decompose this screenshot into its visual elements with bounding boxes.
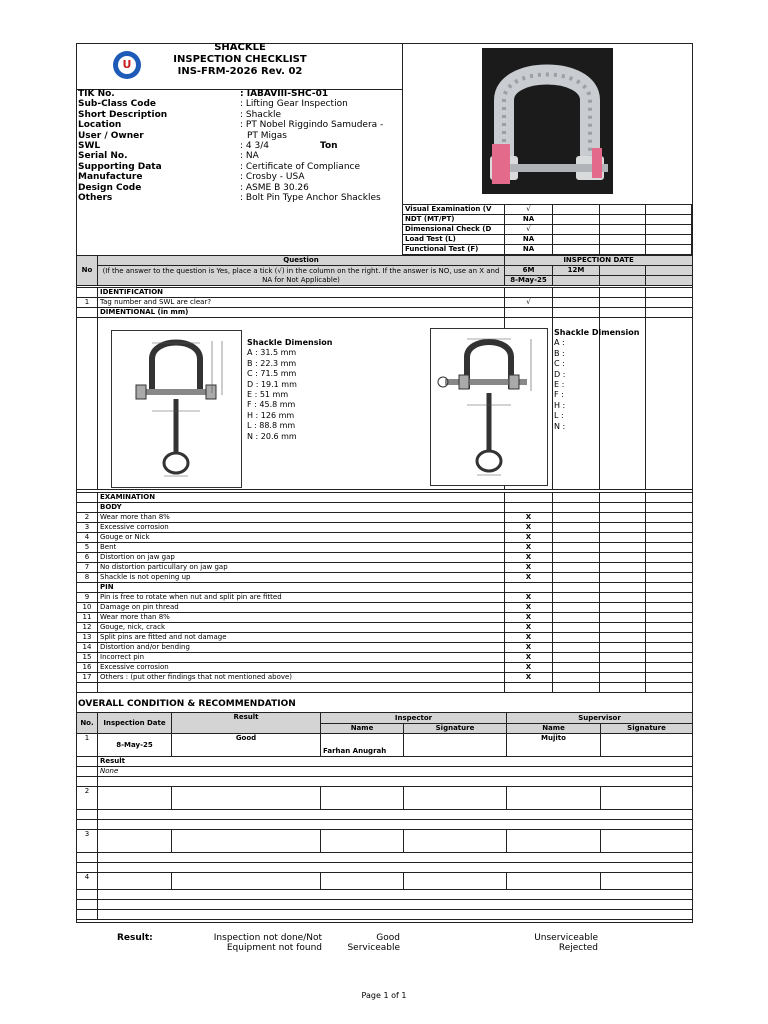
info-value: : Shackle <box>240 109 282 120</box>
item-text: Distortion on jaw gap <box>98 553 505 563</box>
info-value: : Certificate of Compliance <box>240 161 361 172</box>
item-text: Pin is free to rotate when nut and split pin are fitted <box>98 593 505 603</box>
item-no: 14 <box>77 643 98 653</box>
overall-row-no: 2 <box>77 787 98 810</box>
info-label: Others <box>78 193 113 204</box>
section-identification: IDENTIFICATION <box>98 288 505 298</box>
examination-table <box>76 492 693 693</box>
info-value: PT Migas <box>247 130 287 141</box>
dimension-list-left <box>247 338 332 442</box>
item-text: Incorrect pin <box>98 653 505 663</box>
section-body: BODY <box>98 503 505 513</box>
item-no: 7 <box>77 563 98 573</box>
item-no: 17 <box>77 673 98 683</box>
dimension-line: D : <box>554 369 566 379</box>
item-no: 4 <box>77 533 98 543</box>
item-text: Split pins are fitted and not damage <box>98 633 505 643</box>
result-value: None <box>98 767 693 777</box>
supervisor-name-header: Name <box>507 724 601 734</box>
item-no: 12 <box>77 623 98 633</box>
item-text: Excessive corrosion <box>98 523 505 533</box>
item-value: X <box>505 533 553 543</box>
supervisor-name: Mujito <box>507 734 601 757</box>
dimension-line: H : <box>554 400 566 410</box>
info-label: Design Code <box>78 182 142 193</box>
item-no: 6 <box>77 553 98 563</box>
info-value: : Bolt Pin Type Anchor Shackles <box>240 193 381 204</box>
item-value: X <box>505 613 553 623</box>
dimension-list-right <box>554 328 639 432</box>
item-no: 8 <box>77 573 98 583</box>
supervisor-header: Supervisor <box>507 713 693 724</box>
test-label: NDT (MT/PT) <box>403 215 505 225</box>
item-text: Wear more than 8% <box>98 613 505 623</box>
inspector-signature-header: Signature <box>404 724 507 734</box>
overall-title: OVERALL CONDITION & RECOMMENDATION <box>78 699 296 709</box>
supervisor-signature-header: Signature <box>601 724 693 734</box>
item-no: 5 <box>77 543 98 553</box>
info-label: User / Owner <box>78 130 144 141</box>
shackle-drawing-right <box>430 328 548 486</box>
item-value: X <box>505 563 553 573</box>
item-text: Tag number and SWL are clear? <box>98 298 505 308</box>
item-value: X <box>505 513 553 523</box>
item-value: X <box>505 633 553 643</box>
test-value: √ <box>505 225 553 235</box>
dimension-line: E : 51 mm <box>247 390 289 400</box>
info-label: Serial No. <box>78 151 128 162</box>
info-labels <box>78 89 238 203</box>
dimension-line: F : 45.8 mm <box>247 400 296 410</box>
checklist-header <box>76 255 693 286</box>
swl-unit: Ton <box>320 141 338 151</box>
inspector-name-header: Name <box>321 724 404 734</box>
inspector-name: Farhan Anugrah <box>321 734 404 757</box>
result-label: Result <box>98 757 693 767</box>
dimension-line: B : <box>554 348 565 358</box>
item-text: Excessive corrosion <box>98 663 505 673</box>
col-6m: 6M <box>505 266 553 276</box>
inspection-date-header: INSPECTION DATE <box>505 256 693 266</box>
company-logo: U <box>113 51 141 79</box>
info-value: : 4 3/4 <box>240 141 269 152</box>
dimension-line: N : <box>554 421 566 431</box>
test-value: √ <box>505 205 553 215</box>
dimension-line: F : <box>554 390 564 400</box>
test-value: NA <box>505 235 553 245</box>
item-value: X <box>505 543 553 553</box>
item-text: Gouge or Nick <box>98 533 505 543</box>
info-value-tik: : IABAVIII-SHC-01 <box>240 89 329 99</box>
overall-row-no: 3 <box>77 830 98 853</box>
instruction-text: (If the answer to the question is Yes, place a tick (√) in the column on the right. If the answer is NO, use an X and NA for Not Applicable) <box>98 266 505 286</box>
dimension-line: N : 20.6 mm <box>247 431 297 441</box>
overall-result-header: Result <box>172 713 321 734</box>
item-value: X <box>505 593 553 603</box>
item-value: X <box>505 643 553 653</box>
item-value: X <box>505 653 553 663</box>
page-number: Page 1 of 1 <box>361 991 407 1000</box>
item-value: X <box>505 663 553 673</box>
info-value: : PT Nobel Riggindo Samudera - <box>240 120 384 131</box>
overall-row-date: 8-May-25 <box>98 734 172 757</box>
dimension-title: Shackle Dimension <box>247 338 333 347</box>
info-value: : ASME B 30.26 <box>240 182 309 193</box>
info-label: TIK No. <box>78 89 115 99</box>
info-label: SWL <box>78 141 101 152</box>
legend-label: Result: <box>117 933 153 943</box>
item-value: X <box>505 603 553 613</box>
info-label: Short Description <box>78 109 168 120</box>
info-value: : Lifting Gear Inspection <box>240 99 348 110</box>
dimension-line: A : <box>554 338 565 348</box>
info-label: Sub-Class Code <box>78 99 157 110</box>
dimension-line: D : 19.1 mm <box>247 379 297 389</box>
no-header: No <box>77 256 98 286</box>
overall-table <box>76 712 693 920</box>
info-value: : Crosby - USA <box>240 172 305 183</box>
legend-not-done: Inspection not done/Not Equipment not found <box>213 933 322 953</box>
item-no: 2 <box>77 513 98 523</box>
info-label: Manufacture <box>78 172 143 183</box>
test-label: Load Test (L) <box>403 235 505 245</box>
info-label: Supporting Data <box>78 161 162 172</box>
dimension-title: Shackle Dimension <box>554 328 640 337</box>
col-12m: 12M <box>553 266 600 276</box>
overall-date-header: Inspection Date <box>98 713 172 734</box>
section-examination: EXAMINATION <box>98 493 505 503</box>
legend-good: Good Serviceable <box>347 933 400 953</box>
item-value: X <box>505 553 553 563</box>
legend-unserviceable: Unserviceable Rejected <box>534 933 598 953</box>
item-no: 9 <box>77 593 98 603</box>
item-no: 10 <box>77 603 98 613</box>
item-no: 11 <box>77 613 98 623</box>
test-label: Dimensional Check (D <box>403 225 505 235</box>
test-types-table <box>402 204 692 255</box>
test-value: NA <box>505 215 553 225</box>
dimension-line: E : <box>554 380 565 390</box>
overall-row-no: 4 <box>77 873 98 890</box>
overall-no-header: No. <box>77 713 98 734</box>
shackle-photo <box>482 48 613 194</box>
info-label: Location <box>78 120 122 131</box>
section-dimentional: DIMENTIONAL (in mm) <box>98 308 505 318</box>
item-text: Distortion and/or bending <box>98 643 505 653</box>
dimension-line: B : 22.3 mm <box>247 358 297 368</box>
item-no: 16 <box>77 663 98 673</box>
test-value: NA <box>505 245 553 255</box>
test-label: Functional Test (F) <box>403 245 505 255</box>
item-value: X <box>505 523 553 533</box>
item-no: 13 <box>77 633 98 643</box>
item-value: √ <box>505 298 553 308</box>
dimension-line: L : <box>554 411 564 421</box>
item-no: 3 <box>77 523 98 533</box>
item-value: X <box>505 673 553 683</box>
item-text: Bent <box>98 543 505 553</box>
dimension-line: H : 126 mm <box>247 410 295 420</box>
form-title: SHACKLE INSPECTION CHECKLIST INS-FRM-2026 Rev. 02 <box>173 42 307 77</box>
item-no: 15 <box>77 653 98 663</box>
dimension-line: A : 31.5 mm <box>247 348 297 358</box>
shackle-drawing-left <box>111 330 242 488</box>
item-value: X <box>505 623 553 633</box>
item-no: 1 <box>77 298 98 308</box>
overall-row-no: 1 <box>77 734 98 757</box>
inspector-header: Inspector <box>321 713 507 724</box>
section-pin: PIN <box>98 583 505 593</box>
item-text: Gouge, nick, crack <box>98 623 505 633</box>
item-value: X <box>505 573 553 583</box>
dimension-line: L : 88.8 mm <box>247 421 296 431</box>
question-header: Question <box>98 256 505 266</box>
item-text: No distortion particullary on jaw gap <box>98 563 505 573</box>
item-text: Shackle is not opening up <box>98 573 505 583</box>
date-6m: 8-May-25 <box>505 276 553 286</box>
test-label: Visual Examination (V <box>403 205 505 215</box>
info-value: : NA <box>240 151 259 162</box>
overall-row-result: Good <box>172 734 321 757</box>
item-text: Others : (put other findings that not mentioned above) <box>98 673 505 683</box>
dimension-line: C : <box>554 359 565 369</box>
item-text: Damage on pin thread <box>98 603 505 613</box>
item-text: Wear more than 8% <box>98 513 505 523</box>
dimension-line: C : 71.5 mm <box>247 369 297 379</box>
